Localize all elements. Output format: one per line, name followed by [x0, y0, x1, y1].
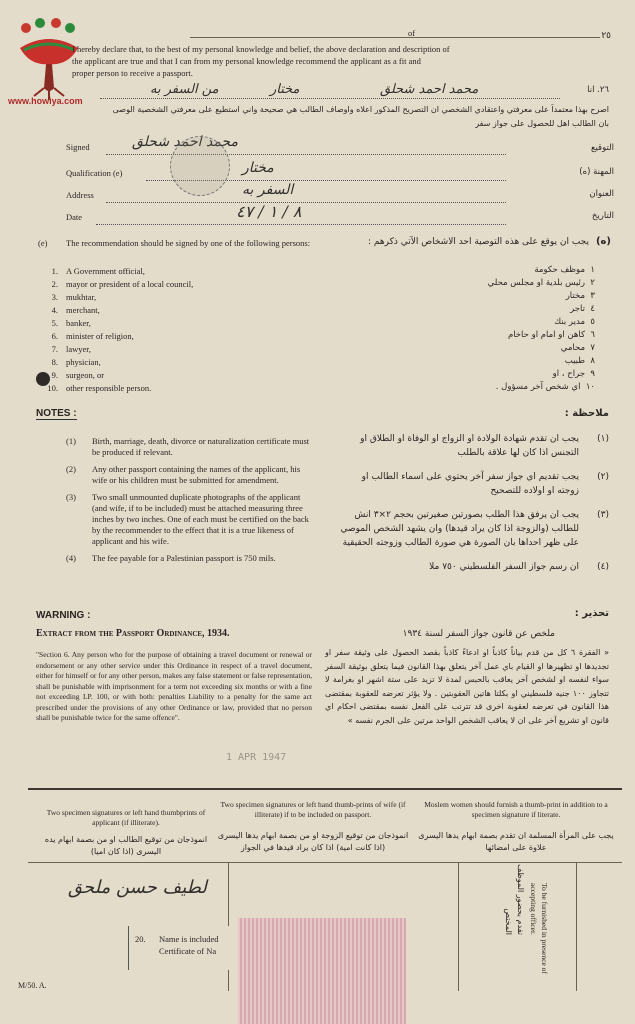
declaration-en-line3: proper person to receive a passport. — [72, 68, 193, 78]
declaration-en-line2: the applicant are true and that I can from my personal knowledge recommend the applicant as a fit and — [72, 56, 421, 66]
list-item: 1. A Government official, — [51, 266, 145, 276]
list-item: 8. physician, — [51, 357, 101, 367]
extract-body-en: "Section 6. Any person who for the purpose of obtaining a travel document or renewal or endorsement or any other service under this Ordinance in respect of a travel document, either for himself or for any other person, makes any false statement or false representation, shall be punishable with imprisonment for a term not exceeding six months or with a fine not exceeding LP. 100, or with both: penalties Liability to a penalty for the same act prescribed under the provisions of any other Ordinance or law, provided that no person shall be punishable twice for the same offence". — [36, 650, 312, 722]
list-item: 5. banker, — [51, 318, 91, 328]
form-code: M/50. A. — [18, 981, 47, 990]
list-item: ١ موظف حكومة — [534, 265, 595, 275]
recommender-fields — [66, 134, 614, 228]
list-item: ٩ جراح ، او — [552, 369, 595, 379]
specimen-top-rule — [28, 788, 622, 790]
signed-value: محمد احمد شحلق — [132, 134, 238, 150]
note-item: (٣) يجب ان يرفق هذا الطلب بصورتين صغيرتين بحجم ٢×٣ انش للطالب (والزوجة اذا كان يراد قيدها) وان يشهد الشخص الموصي على ظهر احداها بان الصورة هي صورة الطالب وزوجته الحقيقية — [340, 510, 609, 548]
recommender-list-en — [36, 266, 316, 396]
declaration-en-line1: I hereby declare that, to the best of my personal knowledge and belief, the above declaration and description of — [72, 44, 450, 54]
list-item: 10. other responsible person. — [47, 383, 152, 393]
warning-title-en: WARNING : — [36, 610, 91, 621]
declaration-filled-place: من السفر به — [150, 82, 219, 97]
specimen-col3-en: Moslem women should furnish a thumb-print in addition to a specimen signature if literate. — [424, 800, 608, 819]
list-item: 4. merchant, — [51, 305, 100, 315]
extract-title-en: Extract from the Passport Ordinance, 1934. — [36, 628, 230, 639]
list-item: ٦ كاهن او امام او حاخام — [507, 330, 595, 340]
date-value: ٨ / ١ / ٤٧ — [236, 202, 302, 221]
col-divider — [576, 863, 577, 991]
extract-title-ar: ملخص عن قانون جواز السفر لسنة ١٩٣٤ — [402, 629, 555, 639]
specimen-col1-ar: انموذجان من توقيع الطالب او من بصمة ابهام يده اليسرى (اذا كان اميا) — [44, 835, 208, 856]
list-item: ٢ رئيس بلدية او مجلس محلي — [487, 278, 595, 288]
item20-line2: Certificate of Na — [159, 946, 217, 956]
punch-hole — [36, 372, 50, 386]
specimen-col2-ar: انموذجان من توقيع الزوجة او من بصمة ابهام يدها اليسرى (اذا كانت امية) اذا كان يراد قيدها في الجواز — [217, 831, 409, 852]
list-item: 3. mukhtar, — [51, 292, 97, 302]
side-note-en: To be furnished in presence of accepting officer. — [529, 883, 549, 974]
note-item: (1) Birth, marriage, death, divorce or naturalization certificate must be produced if relevant. — [66, 436, 310, 457]
col-divider — [458, 863, 459, 991]
list-item: ٤ تاجر — [570, 304, 595, 314]
note-item: (2) Any other passport containing the names of the applicant, his wife or his children must be submitted for amendment. — [66, 464, 301, 485]
qualification-label: Qualification (e) — [66, 168, 123, 178]
qualification-value: مختار — [242, 160, 274, 176]
item20-line1: Name is included — [159, 934, 219, 944]
list-item: ٧ محامي — [560, 343, 595, 353]
top-rule — [190, 37, 600, 38]
declaration-filled-role: مختار — [270, 82, 300, 97]
date-dotline — [96, 224, 506, 225]
list-item: ٨ طبيب — [564, 356, 595, 366]
notes-title-ar: ملاحظة : — [564, 408, 609, 419]
notes-list-en — [66, 436, 316, 564]
official-seal-stamp — [170, 136, 230, 196]
applicant-signature: لطيف حسن ملحق — [68, 877, 207, 898]
specimen-col1-en: Two specimen signatures or left hand thumbprints of applicant (if illiterate). — [46, 808, 206, 827]
address-label-ar: العنوان — [589, 189, 614, 199]
list-item: ٥ مدير بنك — [554, 317, 595, 327]
top-number: ٢٥ — [601, 31, 611, 41]
note-item: (3) Two small unmounted duplicate photographs of the applicant (and wife, if to be included) must be attached measuring three inches by two inches. One of each must be certified on the back by the recommender to the effect that it is a true likeness of applicant and his wife. — [66, 492, 309, 546]
signed-dotline — [106, 154, 506, 155]
extract-body-ar: « الفقرة ٦ كل من قدم بياناً كاذباً او ادعاءً كاذباً بقصد الحصول على وثيقة سفر او تجديدها او تظهيرها او القيام باي عمل آخر يتعلق بهذا القانون فيما يتعلق بوثيقة السفر سواء لنفسه او لشخص آخر يعاقب بالحبس لمدة لا تزيد على ستة اشهر او بغرامة لا تتجاوز ١٠٠ جنيه فلسطيني او بكلتا هاتين العقوبتين . ولا يؤثر تعرضه للعقوبة بمقتضى هذا القانون في تعرضه لعقوبة اخرى قد تترتب على الفعل نفسه بمقتضى احكام اي قانون او تشريع آخر على ان لا يعاقب الشخص الواحد مرتين على الجرم نفسه » — [325, 648, 609, 725]
date-label-ar: التاريخ — [591, 211, 614, 221]
note-item: (4) The fee payable for a Palestinian passport is 750 mils. — [66, 553, 276, 563]
notes-title-en: NOTES : — [36, 408, 77, 419]
specimen-col3-ar: يجب على المرأة المسلمة ان تقدم بصمة ابهام يدها اليسرى علاوة على امضائها — [418, 831, 614, 852]
declaration-filled-name: محمد احمد شحلق — [380, 82, 479, 97]
qualification-label-ar: المهنة (ه) — [579, 167, 614, 177]
side-note-ar: تقدم بحضور الموظف المختص — [504, 864, 525, 935]
pink-tape-strip — [238, 918, 406, 1024]
recommendation-marker-ar: (ه) — [595, 236, 611, 247]
note-item: (٢) يجب تقديم اي جواز سفر آخر يحتوي على اسماء الطالب او زوجته او اولاده للتصحيح — [361, 472, 609, 496]
recommender-list-ar — [335, 264, 595, 394]
list-item: 9. surgeon, or — [51, 370, 105, 380]
notes-list-ar — [339, 432, 609, 574]
item20-box — [128, 926, 239, 970]
warning-title-ar: تحذير : — [574, 608, 609, 619]
note-item: (٤) ان رسم جواز السفر الفلسطيني ٧٥٠ ملا — [429, 562, 609, 572]
date-stamp: 1 APR 1947 — [226, 752, 287, 763]
signed-label-ar: التوقيع — [590, 143, 614, 153]
list-item: 7. lawyer, — [51, 344, 91, 354]
address-dotline — [106, 202, 506, 203]
declaration-ar-dotline — [100, 98, 560, 99]
recommendation-marker-en: (e) — [38, 238, 48, 248]
site-watermark: www.howiya.com — [8, 96, 83, 106]
declaration-ar-prefix: ٢٦. انا — [587, 85, 609, 95]
recommendation-intro-ar: يجب ان يوقع على هذه التوصية احد الاشخاص الآتي ذكرهم : — [367, 237, 589, 247]
specimen-col2-en: Two specimen signatures or left hand thumb-prints of wife (if illiterate) if to be included on passport. — [220, 800, 406, 819]
signed-label: Signed — [66, 142, 90, 152]
list-item: ٣ مختار — [565, 291, 595, 301]
address-value: السفر به — [242, 182, 294, 198]
item20-number: 20. — [135, 934, 146, 944]
address-label: Address — [66, 190, 94, 200]
list-item: ١٠ اي شخص آخر مسؤول . — [495, 382, 595, 392]
list-item: 6. minister of religion, — [51, 331, 134, 341]
declaration-ar-line1: اصرح بهذا معتمداً على معرفتي واعتقادي الشخصي ان التصريح المذكور اعلاه واوصاف الطالب هي صحيحة واني استطيع على معرفتي الشخصية الوصى — [112, 105, 609, 114]
list-item: 2. mayor or president of a local council, — [51, 279, 194, 289]
date-label: Date — [66, 212, 83, 222]
recommendation-intro-en: The recommendation should be signed by one of the following persons: — [66, 238, 311, 248]
top-of-label: of — [408, 28, 416, 38]
note-item: (١) يجب ان تقدم شهادة الولادة او الزواج او الوفاة او الطلاق او التجنس اذا كان لها علاقة بالطلب — [360, 434, 609, 458]
declaration-ar-line2: بان الطالب اهل للحصول على جواز سفر — [475, 119, 609, 128]
